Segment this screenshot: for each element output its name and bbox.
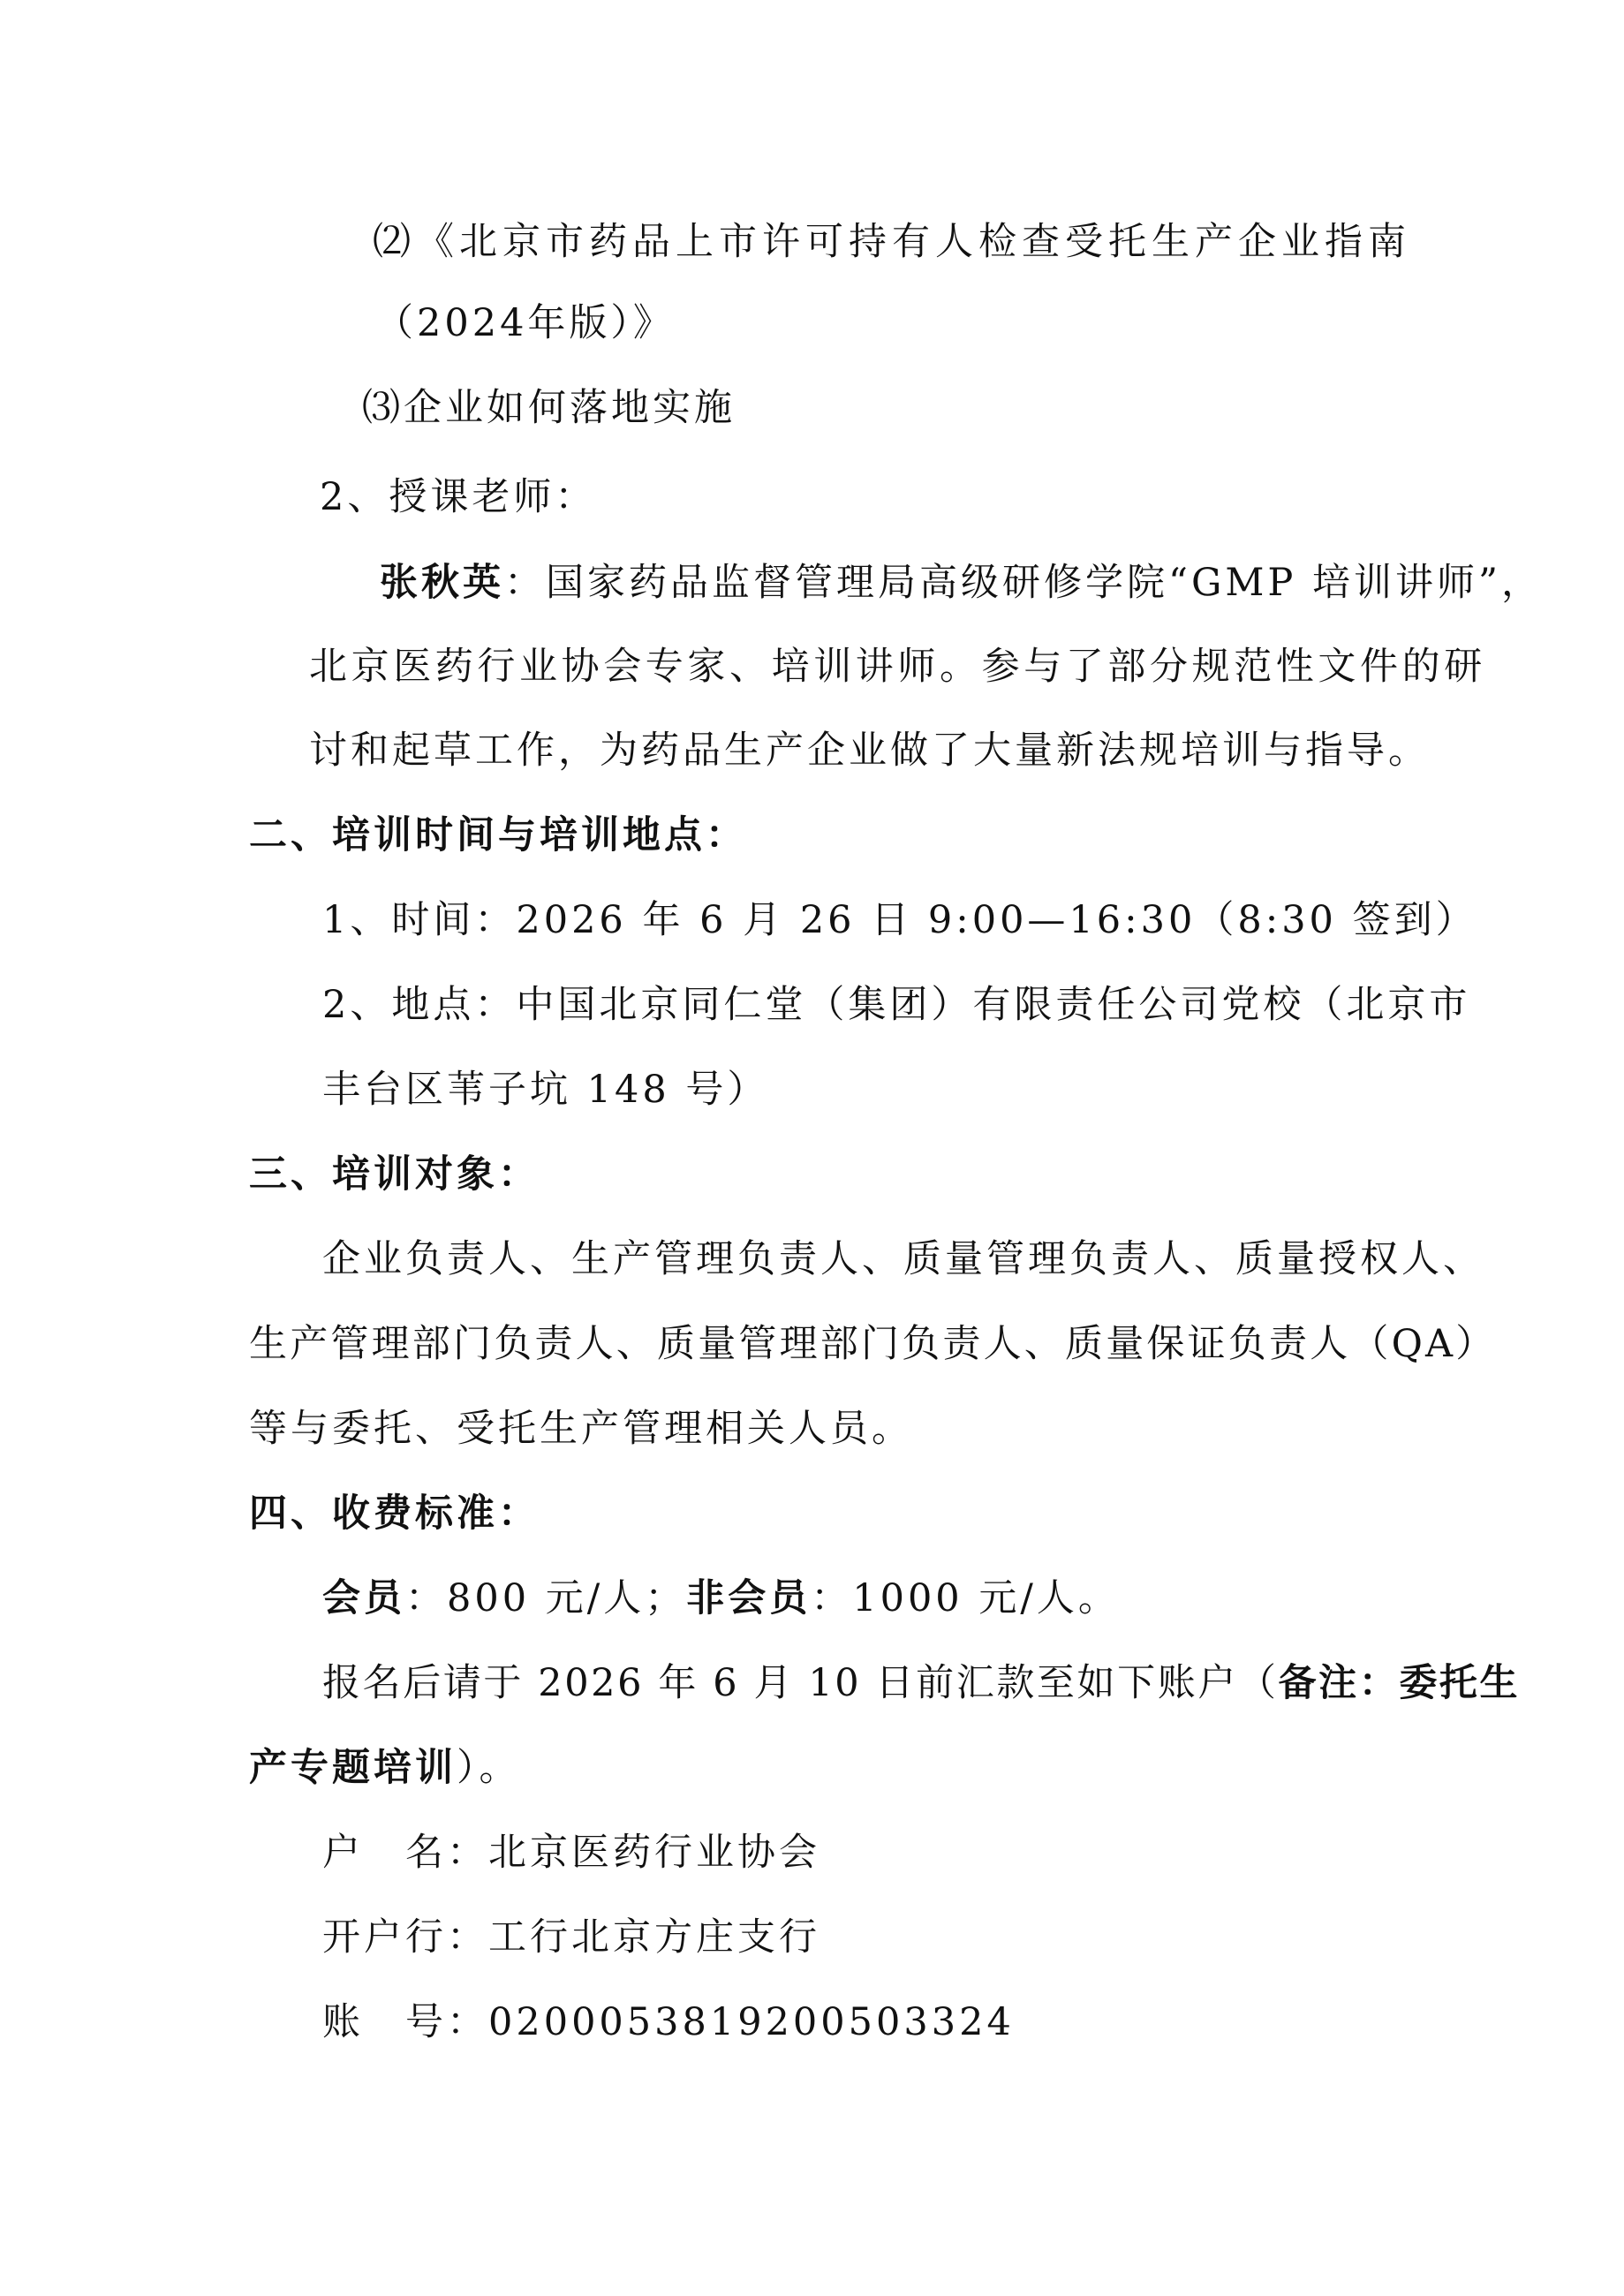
account-bank: 开户行：工行北京方庄支行 bbox=[322, 1915, 820, 1960]
training-place-line-2: 丰台区苇子坑 148 号） bbox=[322, 1068, 769, 1112]
target-line-2: 生产管理部门负责人、质量管理部门负责人、质量保证负责人（QA） bbox=[249, 1322, 1497, 1366]
training-content-item-2-line-1: ⑵《北京市药品上市许可持有人检查受托生产企业指南 bbox=[373, 220, 1411, 264]
payment-note-line-2 bbox=[249, 1741, 521, 1794]
training-content-item-3: ⑶企业如何落地实施 bbox=[362, 386, 736, 430]
section-4-title: 四、收费标准： bbox=[249, 1492, 540, 1536]
teacher-intro-line-1 bbox=[380, 556, 1543, 609]
payment-remark-value: 产专题培训 bbox=[249, 1746, 457, 1790]
target-line-3: 等与委托、受托生产管理相关人员。 bbox=[249, 1407, 913, 1451]
payment-note-end: ）。 bbox=[457, 1746, 521, 1790]
teacher-title: ：国家药品监督管理局高级研修学院“GMP 培训讲师”， bbox=[504, 561, 1543, 605]
fee-member-value: ：800 元/人； bbox=[405, 1576, 687, 1620]
teacher-intro-line-3: 讨和起草工作，为药品生产企业做了大量新法规培训与指导。 bbox=[309, 729, 1430, 773]
account-name: 户 名：北京医药行业协会 bbox=[322, 1831, 820, 1875]
training-content-item-2-line-2: （2024年版）》 bbox=[375, 301, 675, 345]
payment-remark-label: 备注：委托生 bbox=[1278, 1661, 1521, 1705]
training-time: 1、时间：2026 年 6 月 26 日 9:00—16:30（8:30 签到） bbox=[322, 898, 1477, 942]
payment-note-text: 报名后请于 2026 年 6 月 10 日前汇款至如下账户（ bbox=[322, 1661, 1279, 1705]
fee-line bbox=[322, 1572, 1120, 1625]
fee-nonmember-value: ：1000 元/人。 bbox=[811, 1576, 1120, 1620]
payment-note-line-1 bbox=[322, 1657, 1520, 1710]
teacher-intro-line-2: 北京医药行业协会专家、培训讲师。参与了部分规范性文件的研 bbox=[309, 645, 1486, 689]
section-2-title: 二、培训时间与培训地点： bbox=[249, 813, 747, 857]
training-place-line-1: 2、地点：中国北京同仁堂（集团）有限责任公司党校（北京市 bbox=[322, 983, 1471, 1027]
section-3-title: 三、培训对象： bbox=[249, 1152, 540, 1197]
fee-member-label: 会员 bbox=[322, 1576, 405, 1620]
account-number: 账 号：0200053819200503324 bbox=[322, 2000, 1015, 2044]
teacher-heading: 2、授课老师： bbox=[320, 475, 597, 519]
teacher-name: 张秋英 bbox=[380, 561, 504, 605]
target-line-1: 企业负责人、生产管理负责人、质量管理负责人、质量授权人、 bbox=[322, 1237, 1484, 1281]
fee-nonmember-label: 非会员 bbox=[686, 1576, 812, 1620]
